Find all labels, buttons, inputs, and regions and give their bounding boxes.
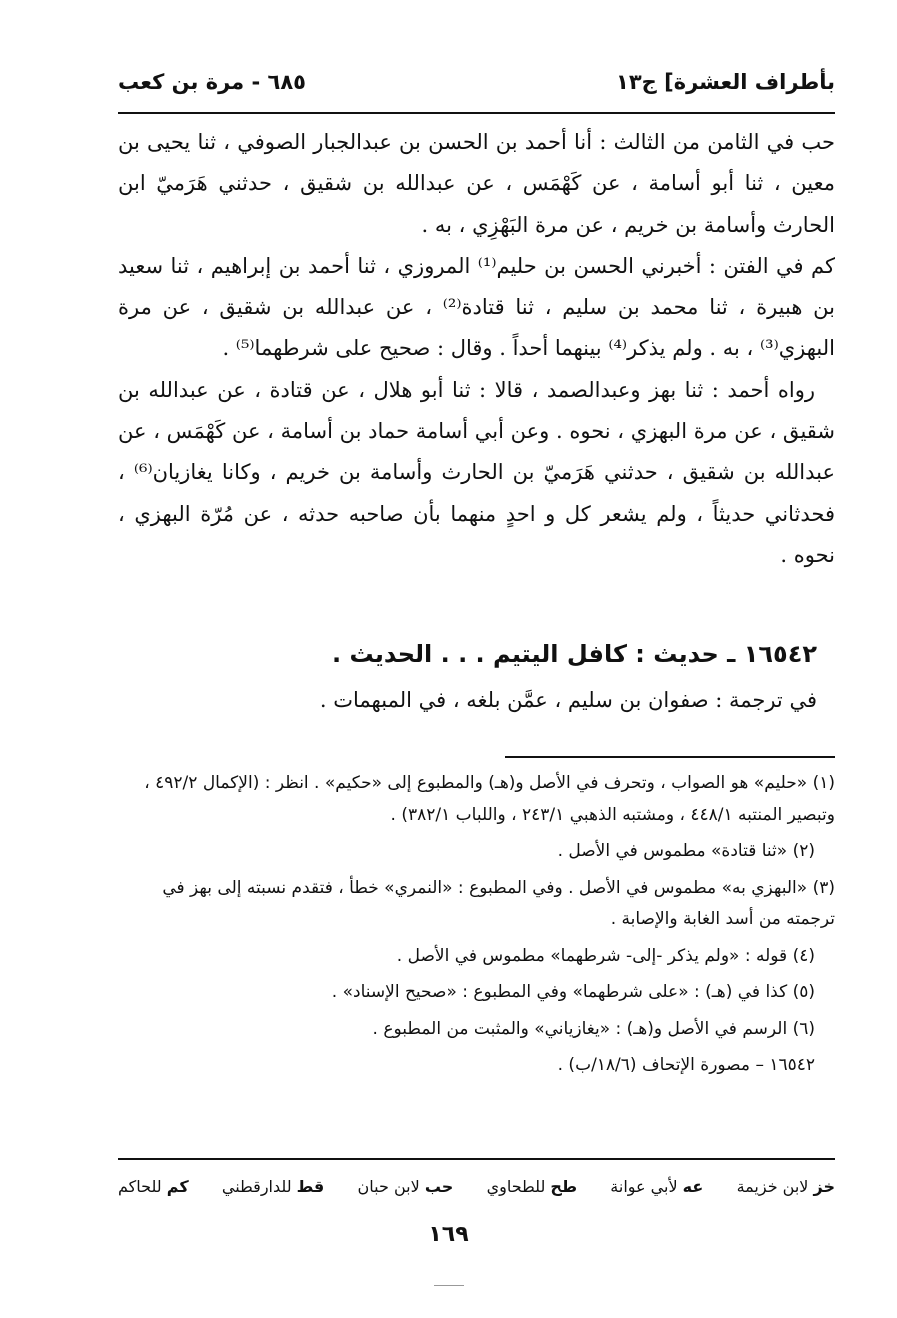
footnote-7: ١٦٥٤٢ – مصورة الإتحاف (١٨/٦/ب) . [557,1055,815,1075]
page-number: ١٦٩ [428,1222,469,1247]
footnote-2: (٢) «ثنا قتادة» مطموس في الأصل . [557,841,815,861]
footnote-rule [505,756,835,758]
hadith-note: في ترجمة : صفوان بن سليم ، عمَّن بلغه ، في المبهمات . [319,688,817,712]
abbrev-item: عه لأبي عوانة [610,1176,704,1196]
header-book-title: بأطراف العشرة] ج١٣ [616,70,835,94]
footnote-3: (٣) «البهزي به» مطموس في الأصل . وفي المطبوع : «النمري» خطأ ، فتقدم نسبته إلى بهز في ترجمته من أسد الغابة والإصابة . [162,877,835,929]
footnote-1: (١) «حليم» هو الصواب ، وتحرف في الأصل و(هـ) والمطبوع إلى «حكيم» . انظر : (الإكمال ٤٩٢/٢ ، وتبصير المنتبه ٤٤٨/١ ، ومشتبه الذهبي ٢٤٣/١ ، واللباب ٣٨٢/١) . [144,773,835,825]
header-rule [118,112,835,114]
footnote-5: (٥) كذا في (هـ) : «على شرطهما» وفي المطبوع : «صحيح الإسناد» . [331,982,815,1002]
paragraph-hakim: كم في الفتن : أخبرني الحسن بن حليم⁽¹⁾ المروزي ، ثنا أحمد بن إبراهيم ، ثنا سعيد بن هبيرة ، ثنا محمد بن سليم ، ثنا قتادة⁽²⁾ ، عن عبدالله بن شقيق ، عن مرة البهزي⁽³⁾ ، به . ولم يذكر⁽⁴⁾ بينهما أحداً . وقال : صحيح على شرطهما⁽⁵⁾ . [118,253,836,361]
footnote-4: (٤) قوله : «ولم يذكر -إلى- شرطهما» مطموس في الأصل . [396,945,815,966]
hadith-heading: ١٦٥٤٢ ـ حديث : كافل اليتيم . . . الحديث . [331,640,817,668]
header-section-title: ٦٨٥ - مرة بن كعب [118,70,306,94]
paragraph-hib: حب في الثامن من الثالث : أنا أحمد بن الحسن بن عبدالجبار الصوفي ، ثنا يحيى بن معين ، ثنا أبو أسامة ، عن كَهْمَس ، عن عبدالله بن شقيق ، حدثني هَرَميّ ابن الحارث وأسامة بن خريم ، عن مرة البَهْزِي ، به . [118,130,835,237]
footnotes [118,768,835,1087]
abbreviations-rule [118,1158,835,1160]
running-header [118,60,835,104]
main-text [118,122,835,576]
page-mark [434,1285,464,1286]
abbrev-item: طح للطحاوي [486,1176,578,1196]
paragraph-ahmad: رواه أحمد : ثنا بهز وعبدالصمد ، قالا : ثنا أبو هلال ، عن قتادة ، عن عبدالله بن شقيق ، عن مرة البهزي ، نحوه . وعن أبي أسامة حماد بن أسامة ، عن كَهْمَس ، عن عبدالله بن شقيق ، حدثني هَرَميّ بن الحارث وأسامة بن خريم ، وكانا يغازيان⁽⁶⁾ ، فحدثاني حديثاً ، ولم يشعر كل و احدٍ منهما بأن صاحبه حدثه ، عن مُرّة البهزي ، نحوه . [118,377,835,567]
abbreviations-legend [118,1168,835,1204]
footnote-6: (٦) الرسم في الأصل و(هـ) : «يغازياني» والمثبت من المطبوع . [372,1018,815,1039]
abbrev-item: حب لابن حبان [357,1176,454,1196]
abbrev-item: قط للدارقطني [221,1176,325,1196]
abbrev-item: كم للحاكم [118,1176,189,1196]
abbrev-item: خز لابن خزيمة [736,1176,835,1196]
